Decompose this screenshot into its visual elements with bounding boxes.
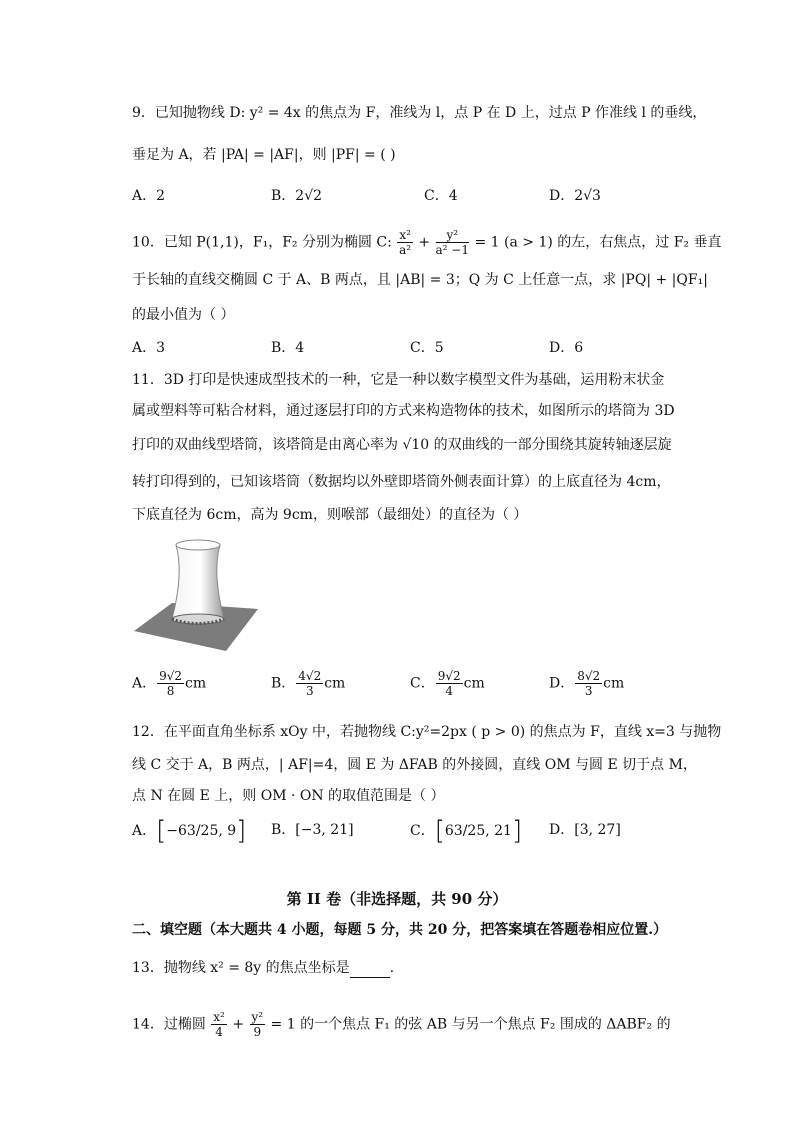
q12-option-b-label: B． [271, 822, 296, 838]
q11-line1: 11．3D 打印是快速成型技术的一种，它是一种以数字模型文件为基础，运用粉末状金 [132, 372, 665, 388]
q10-frac1-den: a² [399, 243, 412, 257]
q11-option-a [132, 669, 206, 698]
q11-option-d [549, 669, 624, 698]
q10-line3: 的最小值为（ ） [132, 307, 235, 323]
q10-option-a: A．3 [132, 340, 166, 356]
q11-option-d-unit: cm [603, 675, 625, 692]
q12-option-a [132, 818, 246, 844]
q14-frac2 [250, 1010, 266, 1039]
q11-option-a-unit: cm [185, 675, 207, 692]
q14-frac1-num: x² [213, 1010, 225, 1024]
q12-option-b [271, 820, 354, 840]
q10-frac2 [436, 228, 469, 257]
q11-option-c-frac [436, 669, 463, 698]
q9-option-b: B．2√2 [271, 188, 323, 204]
q10-option-b: B．4 [271, 340, 305, 356]
q9-option-c: C．4 [424, 188, 458, 204]
q10-line1-start: 10．已知 P(1,1)，F₁，F₂ 分别为椭圆 C: [132, 234, 392, 251]
q10-plus: + [418, 234, 431, 251]
q12-option-a-rbracket: ] [236, 816, 247, 846]
q14-frac1 [211, 1010, 227, 1039]
q9-line2: 垂足为 A，若 |PA| = |AF|，则 |PF| = ( ) [132, 147, 396, 163]
q13-answer-blank [350, 963, 390, 978]
q11-option-c-label: C． [410, 675, 435, 692]
q11-option-c-den: 4 [445, 684, 453, 698]
q10-option-d: D．6 [549, 340, 584, 356]
q14-line [132, 1010, 671, 1039]
q14-end: = 1 的一个焦点 F₁ 的弦 AB 与另一个焦点 F₂ 围成的 ΔABF₂ 的 [270, 1016, 671, 1033]
q12-option-c-lbracket: [ [434, 816, 445, 846]
q14-frac2-num: y² [251, 1010, 264, 1024]
q11-option-b-num: 4√2 [298, 669, 322, 683]
q12-option-a-label: A． [132, 823, 157, 839]
q11-option-d-den: 3 [584, 684, 593, 698]
q9-option-a: A．2 [132, 188, 166, 204]
section-title: 第 II 卷（非选择题，共 90 分） [286, 890, 508, 908]
tower-top-rim [176, 540, 220, 550]
q12-option-a-lbracket: [ [156, 816, 167, 846]
q12-option-c-content: 63/25, 21 [444, 823, 512, 839]
q14-frac1-den: 4 [215, 1025, 223, 1039]
cooling-tower-image [132, 533, 260, 653]
q11-option-b-label: B． [271, 675, 296, 692]
q11-option-b-frac [296, 669, 323, 698]
q11-line2: 属或塑料等可粘合材料，通过逐层打印的方式来构造物体的技术，如图所示的塔筒为 3D [132, 403, 675, 419]
q10-option-c: C．5 [410, 340, 444, 356]
q12-option-a-content: −63/25, 9 [166, 823, 237, 839]
q12-option-d-content: [3, 27] [574, 822, 621, 838]
q11-option-b-unit: cm [324, 675, 346, 692]
q9-line1: 9．已知抛物线 D: y² = 4x 的焦点为 F，准线为 l，点 P 在 D 上，过点 P 作准线 l 的垂线， [132, 105, 707, 121]
q11-option-a-num: 9√2 [159, 669, 183, 683]
q12-option-c [410, 818, 522, 844]
q12-option-b-content: [−3, 21] [295, 822, 354, 838]
q10-frac1-num: x² [399, 228, 411, 242]
q14-frac2-den: 9 [253, 1025, 262, 1039]
q11-option-a-frac [157, 669, 184, 698]
q9-option-d: D．2√3 [549, 188, 601, 204]
q11-line5: 下底直径为 6cm，高为 9cm，则喉部（最细处）的直径为（ ） [132, 507, 528, 523]
q10-line1-end: (a > 1) 的左，右焦点，过 F₂ 垂直 [504, 234, 722, 251]
q12-line1: 12．在平面直角坐标系 xOy 中，若抛物线 C:y²=2px ( p > 0) 的焦点为 F，直线 x=3 与抛物 [132, 724, 722, 740]
q11-option-d-label: D． [549, 675, 575, 692]
q11-option-d-num: 8√2 [577, 669, 601, 683]
q11-line3: 打印的双曲线型塔筒，该塔筒是由离心率为 √10 的双曲线的一部分围绕其旋转轴逐层旋 [132, 437, 672, 453]
q11-option-c [410, 669, 485, 698]
section-subtitle: 二、填空题（本大题共 4 小题，每题 5 分，共 20 分，把答案填在答题卷相应位置.） [132, 922, 668, 938]
q11-option-a-den: 8 [166, 684, 175, 698]
q11-option-d-frac [575, 669, 602, 698]
q12-line2: 线 C 交于 A，B 两点，| AF|=4，圆 E 为 ΔFAB 的外接圆，直线 OM 与圆 E 切于点 M， [132, 757, 697, 773]
q13-text: 13．抛物线 x² = 8y 的焦点坐标是 [132, 960, 350, 976]
q10-line2: 于长轴的直线交椭圆 C 于 A、B 两点，且 |AB| = 3；Q 为 C 上任意一点，求 |PQ| + |QF₁| [132, 272, 708, 288]
q12-line3: 点 N 在圆 E 上，则 OM · ON 的取值范围是（ ） [132, 788, 445, 804]
q11-option-b-den: 3 [305, 684, 314, 698]
q11-option-b [271, 669, 345, 698]
q11-line4: 转打印得到的，已知该塔筒（数据均以外壁即塔筒外侧表面计算）的上底直径为 4cm， [132, 474, 671, 490]
q14-start: 14．过椭圆 [132, 1016, 206, 1033]
q11-option-a-label: A． [132, 675, 157, 692]
q13-line [132, 958, 394, 978]
q13-end: . [389, 960, 395, 976]
q11-option-c-num: 9√2 [437, 669, 461, 683]
q12-option-c-rbracket: ] [511, 816, 523, 846]
q14-plus: + [232, 1016, 245, 1033]
q10-frac1 [397, 228, 413, 257]
cooling-tower-figure [132, 533, 260, 653]
q10-frac2-den: a² −1 [435, 243, 469, 257]
q12-option-d [549, 820, 621, 840]
tower-body [172, 545, 224, 619]
q10-line1 [132, 228, 722, 257]
q10-frac2-num: y² [436, 228, 469, 243]
q12-option-c-label: C． [410, 823, 435, 839]
q12-option-d-label: D． [549, 822, 575, 838]
q11-option-c-unit: cm [463, 675, 485, 692]
q10-eq-one: = 1 [474, 234, 500, 251]
